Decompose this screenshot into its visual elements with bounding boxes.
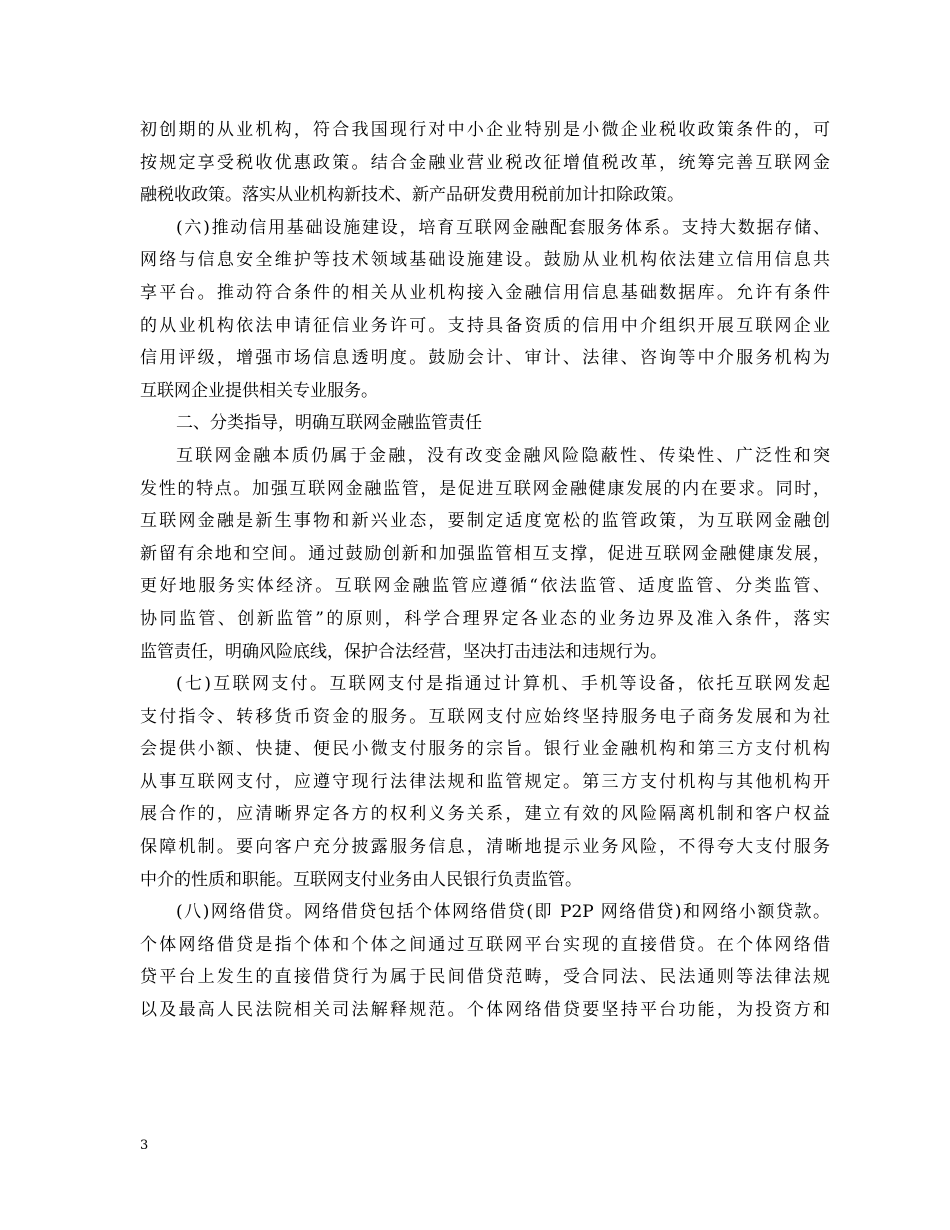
text-line: 会提供小额、快捷、便民小微支付服务的宗旨。银行业金融机构和第三方支付机构 (140, 739, 830, 760)
paragraph (140, 212, 830, 408)
text-line: 融税收政策。落实从业机构新技术、新产品研发费用税前加计扣除政策。 (140, 185, 684, 206)
text-line: (八)网络借贷。网络借贷包括个体网络借贷(即 P2P 网络借贷)和网络小额贷款。 (176, 902, 830, 923)
section-heading (140, 407, 830, 440)
text-line: 互联网金融是新生事物和新兴业态，要制定适度宽松的监管政策，为互联网金融创 (140, 511, 830, 532)
text-line: 协同监管、创新监管”的原则，科学合理界定各业态的业务边界及准入条件，落实 (140, 608, 830, 629)
text-line: 按规定享受税收优惠政策。结合金融业营业税改征增值税改革，统筹完善互联网金 (140, 152, 830, 173)
text-line: 展合作的，应清晰界定各方的权利义务关系，建立有效的风险隔离机制和客户权益 (140, 804, 830, 825)
text-line: 二、分类指导，明确互联网金融监管责任 (176, 413, 482, 434)
text-line: 贷平台上发生的直接借贷行为属于民间借贷范畴，受合同法、民法通则等法律法规 (140, 967, 830, 988)
text-line: 发性的特点。加强互联网金融监管，是促进互联网金融健康发展的内在要求。同时， (140, 478, 830, 499)
text-line: 初创期的从业机构，符合我国现行对中小企业特别是小微企业税收政策条件的，可 (140, 120, 830, 140)
paragraph (140, 440, 830, 668)
text-line: 新留有余地和空间。通过鼓励创新和加强监管相互支撑，促进互联网金融健康发展， (140, 543, 830, 564)
text-line: 中介的性质和职能。互联网支付业务由人民银行负责监管。 (140, 869, 582, 890)
paragraph (140, 668, 830, 896)
text-line: 个体网络借贷是指个体和个体之间通过互联网平台实现的直接借贷。在个体网络借 (140, 934, 830, 955)
text-line: 享平台。推动符合条件的相关从业机构接入金融信用信息基础数据库。允许有条件 (140, 282, 830, 303)
text-line: 互联网金融本质仍属于金融，没有改变金融风险隐蔽性、传染性、广泛性和突 (176, 445, 830, 466)
text-line: 从事互联网支付，应遵守现行法律法规和监管规定。第三方支付机构与其他机构开 (140, 771, 830, 792)
text-line: 信用评级，增强市场信息透明度。鼓励会计、审计、法律、咨询等中介服务机构为 (140, 348, 830, 369)
body-text (140, 114, 830, 1027)
paragraph (140, 114, 830, 212)
page-number: 3 (140, 1138, 149, 1153)
text-line: 以及最高人民法院相关司法解释规范。个体网络借贷要坚持平台功能，为投资方和 (140, 1000, 830, 1021)
text-line: 监管责任，明确风险底线，保护合法经营，坚决打击违法和违规行为。 (140, 641, 667, 662)
text-line: 网络与信息安全维护等技术领域基础设施建设。鼓励从业机构依法建立信用信息共 (140, 250, 830, 271)
text-line: 的从业机构依法申请征信业务许可。支持具备资质的信用中介组织开展互联网企业 (140, 315, 830, 336)
text-line: 互联网企业提供相关专业服务。 (140, 380, 378, 401)
text-line: (六)推动信用基础设施建设，培育互联网金融配套服务体系。支持大数据存储、 (176, 217, 830, 238)
paragraph (140, 896, 830, 1026)
text-line: 保障机制。要向客户充分披露服务信息，清晰地提示业务风险，不得夸大支付服务 (140, 837, 830, 858)
text-line: (七)互联网支付。互联网支付是指通过计算机、手机等设备，依托互联网发起 (176, 674, 830, 695)
text-line: 支付指令、转移货币资金的服务。互联网支付应始终坚持服务电子商务发展和为社 (140, 706, 830, 727)
text-line: 更好地服务实体经济。互联网金融监管应遵循“依法监管、适度监管、分类监管、 (140, 576, 830, 597)
